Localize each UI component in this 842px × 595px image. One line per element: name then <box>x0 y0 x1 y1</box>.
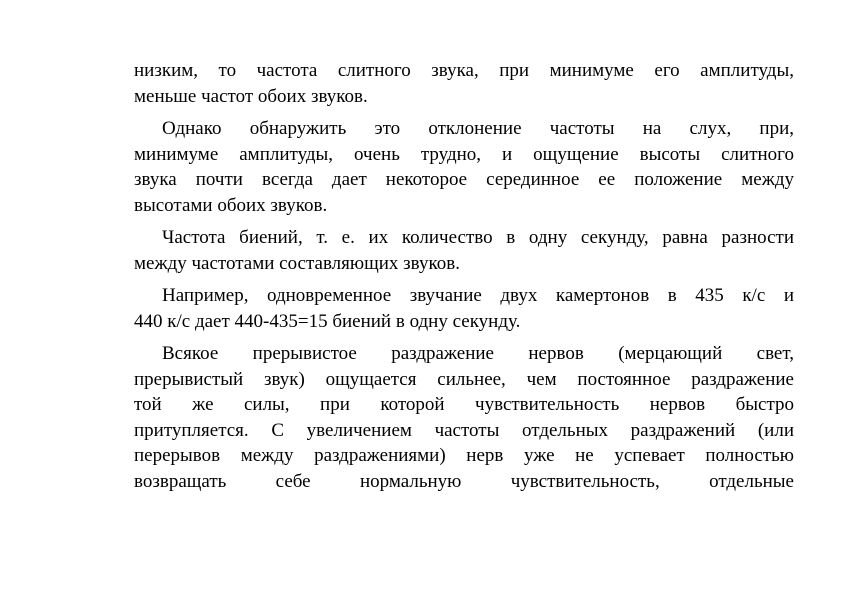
text-line: прерывистый звук) ощущается сильнее, чем постоянное раздражение <box>134 368 794 390</box>
text-line: притупляется. С увеличением частоты отдельных раздражений (или <box>134 419 794 441</box>
text-line: меньше частот обоих звуков. <box>134 85 368 107</box>
body-text <box>134 58 794 494</box>
text-line: Однако обнаружить это отклонение частоты на слух, при, <box>162 118 794 139</box>
paragraph <box>134 283 794 334</box>
text-line: звука почти всегда дает некоторое серединное ее положение между <box>134 169 794 190</box>
paragraph <box>134 225 794 276</box>
text-line: между частотами составляющих звуков. <box>134 252 460 274</box>
text-line: Например, одновременное звучание двух камертонов в 435 к/с и <box>162 285 794 306</box>
text-line: возвращать себе нормальную чувствительность, отдельные <box>134 470 794 492</box>
text-line: высотами обоих звуков. <box>134 194 328 216</box>
text-line: Всякое прерывистое раздражение нервов (мерцающий свет, <box>162 343 794 364</box>
paragraph <box>134 116 794 218</box>
text-line: минимуме амплитуды, очень трудно, и ощущение высоты слитного <box>134 143 794 165</box>
text-line: Частота биений, т. е. их количество в одну секунду, равна разности <box>162 227 794 248</box>
text-line: той же силы, при которой чувствительность нервов быстро <box>134 394 794 415</box>
paragraph <box>134 58 794 109</box>
text-line: перерывов между раздражениями) нерв уже не успевает полностью <box>134 445 794 466</box>
text-line: 440 к/с дает 440-435=15 биений в одну секунду. <box>134 310 521 332</box>
paragraph <box>134 341 794 494</box>
text-line: низким, то частота слитного звука, при минимуме его амплитуды, <box>134 60 794 81</box>
